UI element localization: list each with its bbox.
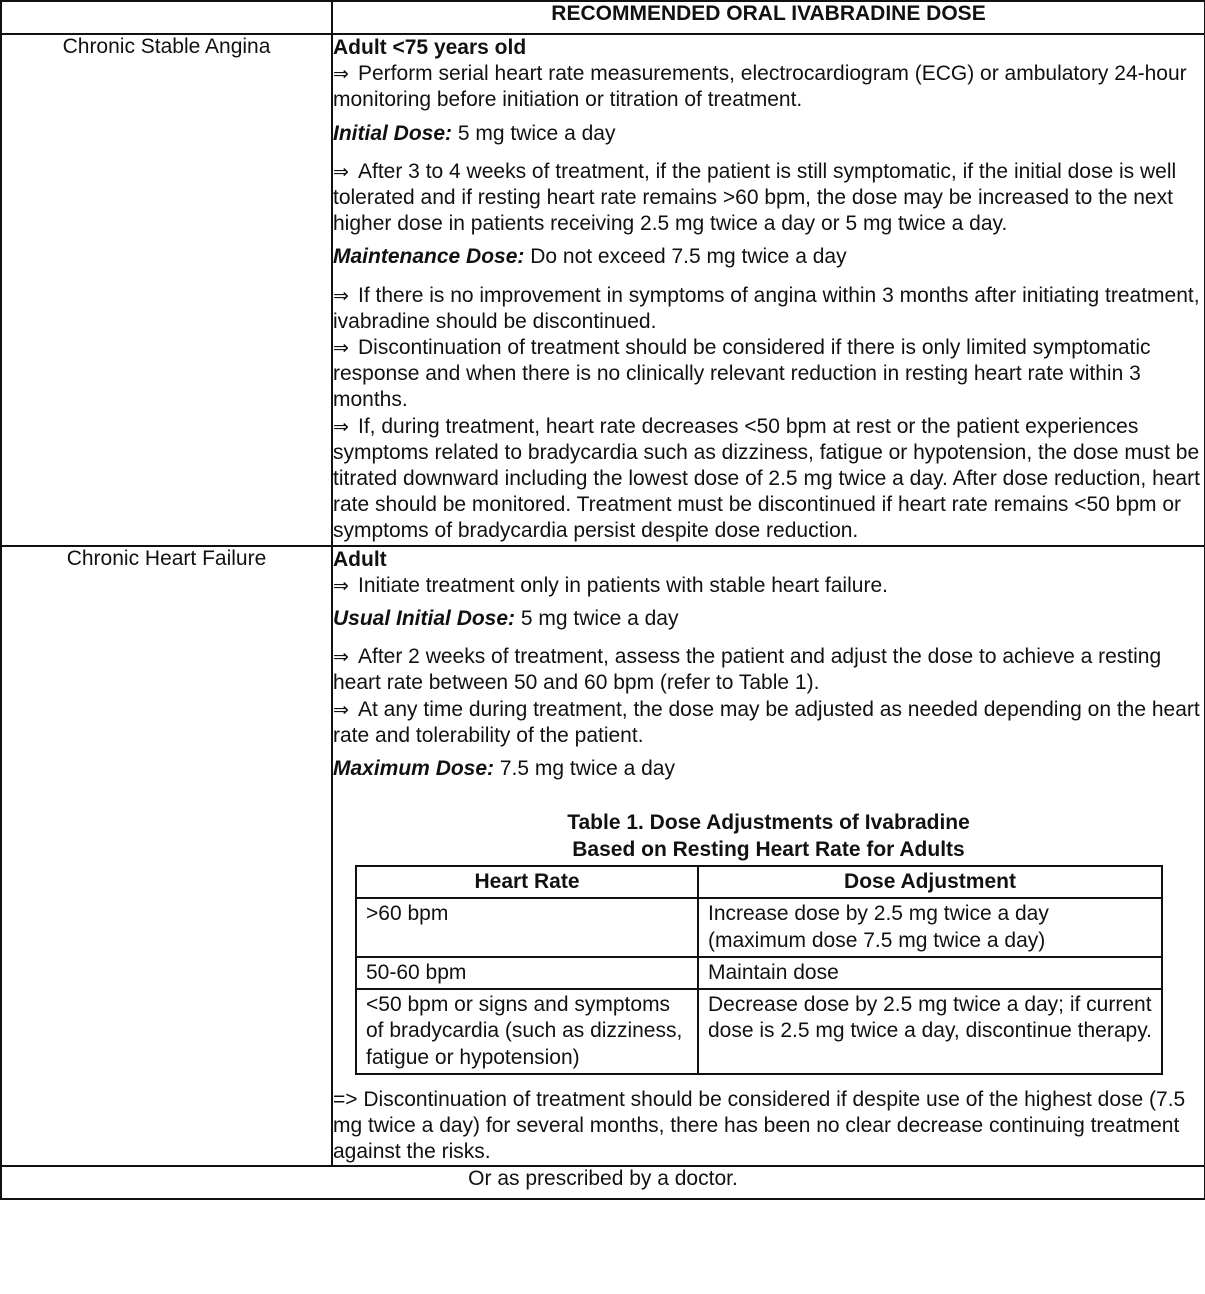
angina-monitoring-text: Perform serial heart rate measurements, electrocardiogram (ECG) or ambulatory 24-hour monitoring before initiation or titration of treatment. bbox=[333, 62, 1187, 112]
dose-adjustment-cell: Maintain dose bbox=[698, 957, 1162, 989]
hf-adjust-note bbox=[333, 697, 1204, 749]
hf-initiate-note bbox=[333, 573, 1204, 599]
hf-initial-value: 5 mg twice a day bbox=[515, 607, 679, 631]
table1-caption-line1: Table 1. Dose Adjustments of Ivabradine bbox=[567, 811, 970, 835]
hf-assess-note bbox=[333, 644, 1204, 696]
heart-rate-cell: 50-60 bpm bbox=[356, 957, 698, 989]
hf-population: Adult bbox=[333, 547, 387, 571]
heart-rate-cell: >60 bpm bbox=[356, 898, 698, 956]
table1-caption-line2: Based on Resting Heart Rate for Adults bbox=[572, 837, 965, 861]
angina-bradycardia-text: If, during treatment, heart rate decreases <50 bpm at rest or the patient experiences symptoms related to bradycardia such as dizziness, fatigue or hypotension, the dose must be titrated downward including the lowest dose of 2.5 mg twice a day. After dose reduction, heart rate should be monitored. Treatment must be discontinued if heart rate remains <50 bpm or symptoms of bradycardia persist despite dose reduction. bbox=[333, 414, 1200, 543]
angina-row bbox=[1, 34, 1205, 546]
arrow-icon: ⇒ bbox=[333, 574, 349, 597]
angina-titration-note bbox=[333, 159, 1204, 238]
hf-initial-dose bbox=[333, 606, 1204, 632]
hf-max-label: Maximum Dose: bbox=[333, 757, 495, 781]
angina-maintenance-dose bbox=[333, 244, 1204, 270]
arrow-icon: ⇒ bbox=[333, 415, 349, 438]
hf-assess-text: After 2 weeks of treatment, assess the patient and adjust the dose to achieve a resting heart rate between 50 and 60 bpm (refer to Table 1). bbox=[333, 645, 1162, 695]
angina-initial-value: 5 mg twice a day bbox=[452, 121, 616, 145]
heart-rate-header: Heart Rate bbox=[356, 866, 698, 898]
angina-discontinuation-text: Discontinuation of treatment should be considered if there is only limited symptomatic response and when there is no clinically relevant reduction in resting heart rate within 3 months. bbox=[333, 336, 1151, 412]
table-row bbox=[356, 989, 1162, 1074]
table1-caption bbox=[333, 810, 1204, 863]
hf-max-value: 7.5 mg twice a day bbox=[494, 757, 675, 781]
heart-rate-cell: <50 bpm or signs and symptoms of bradycardia (such as dizziness, fatigue or hypotension) bbox=[356, 989, 698, 1074]
dose-adjustment-cell: Decrease dose by 2.5 mg twice a day; if current dose is 2.5 mg twice a day, discontinue therapy. bbox=[698, 989, 1162, 1074]
arrow-icon: ⇒ bbox=[333, 160, 349, 183]
hf-closing-note bbox=[333, 1087, 1204, 1166]
closing-arrow-icon: => bbox=[333, 1087, 358, 1111]
angina-condition: Chronic Stable Angina bbox=[1, 34, 332, 546]
arrow-icon: ⇒ bbox=[333, 337, 349, 360]
angina-titration-text: After 3 to 4 weeks of treatment, if the patient is still symptomatic, if the initial dose is well tolerated and if resting heart rate remains >60 bpm, the dose may be increased to the next higher dose in patients receiving 2.5 mg twice a day or 5 mg twice a day. bbox=[333, 159, 1177, 236]
hf-initial-label: Usual Initial Dose: bbox=[333, 607, 516, 631]
header-row bbox=[1, 1, 1205, 34]
hf-adjust-text: At any time during treatment, the dose may be adjusted as needed depending on the heart rate and tolerability of the patient. bbox=[333, 697, 1200, 747]
angina-discontinuation-note bbox=[333, 335, 1204, 414]
prescription-footer: Or as prescribed by a doctor. bbox=[1, 1166, 1205, 1199]
condition-header-cell bbox=[1, 1, 332, 34]
angina-bradycardia-note bbox=[333, 414, 1204, 545]
heart-failure-condition: Chronic Heart Failure bbox=[1, 546, 332, 1167]
arrow-icon: ⇒ bbox=[333, 63, 349, 86]
angina-dosing-cell bbox=[332, 34, 1205, 546]
angina-no-improvement-text: If there is no improvement in symptoms of angina within 3 months after initiating treatment, ivabradine should be discontinued. bbox=[333, 283, 1200, 333]
angina-maintenance-value: Do not exceed 7.5 mg twice a day bbox=[524, 245, 847, 269]
table-row bbox=[356, 898, 1162, 956]
angina-initial-label: Initial Dose: bbox=[333, 121, 453, 145]
dose-adjustment-cell: Increase dose by 2.5 mg twice a day (maximum dose 7.5 mg twice a day) bbox=[698, 898, 1162, 956]
angina-initial-dose bbox=[333, 121, 1204, 147]
hf-initiate-text: Initiate treatment only in patients with stable heart failure. bbox=[358, 573, 888, 597]
arrow-icon: ⇒ bbox=[333, 646, 349, 669]
arrow-icon: ⇒ bbox=[333, 698, 349, 721]
dose-adjustment-table bbox=[355, 865, 1163, 1074]
angina-maintenance-label: Maintenance Dose: bbox=[333, 245, 525, 269]
hf-max-dose bbox=[333, 756, 1204, 782]
table1-header-row bbox=[356, 866, 1162, 898]
heart-failure-row bbox=[1, 546, 1205, 1167]
table-heading: RECOMMENDED ORAL IVABRADINE DOSE bbox=[332, 1, 1205, 34]
table-row bbox=[356, 957, 1162, 989]
angina-no-improvement-note bbox=[333, 283, 1204, 335]
arrow-icon: ⇒ bbox=[333, 284, 349, 307]
footer-row bbox=[1, 1166, 1205, 1199]
dose-adjustment-header: Dose Adjustment bbox=[698, 866, 1162, 898]
heart-failure-dosing-cell bbox=[332, 546, 1205, 1167]
angina-monitoring-note bbox=[333, 61, 1204, 113]
angina-population: Adult <75 years old bbox=[333, 36, 527, 59]
hf-closing-text: Discontinuation of treatment should be considered if despite use of the highest dose (7.5 mg twice a day) for several months, there has been no clear decrease continuing treatment against the risks. bbox=[333, 1087, 1186, 1164]
